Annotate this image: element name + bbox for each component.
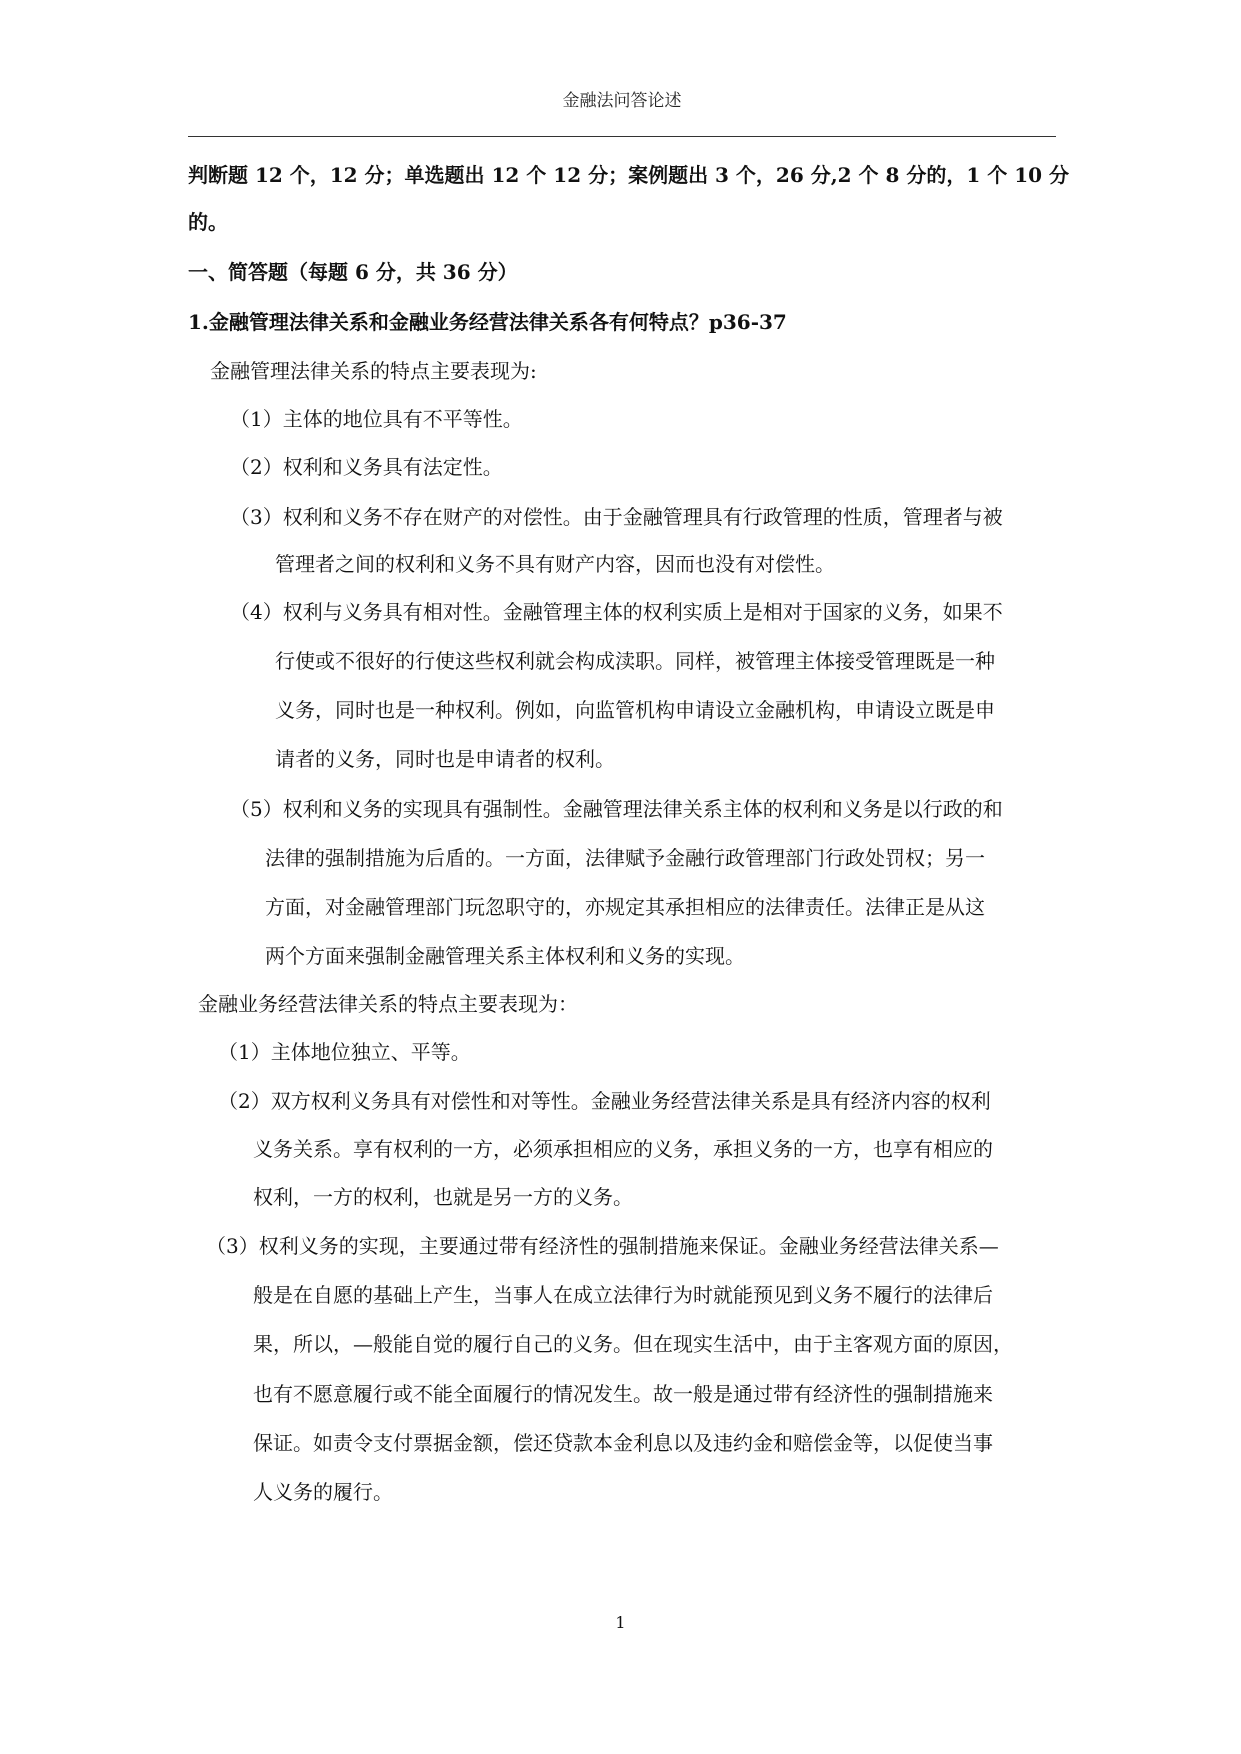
paragraph-line: （2）权利和义务具有法定性。 (230, 455, 503, 479)
paragraph-line: 义务，同时也是一种权利。例如，向监管机构申请设立金融机构，申请设立既是申 (275, 698, 995, 722)
paragraph-line: 金融业务经营法律关系的特点主要表现为： (198, 992, 578, 1016)
exam-format-line-2: 的。 (188, 210, 228, 234)
section-heading: 一、简答题（每题 6 分，共 36 分） (188, 260, 518, 284)
paragraph-line: 请者的义务，同时也是申请者的权利。 (275, 747, 615, 771)
paragraph-line: （1）主体的地位具有不平等性。 (230, 407, 523, 431)
header-divider (188, 136, 1056, 137)
paragraph-line: 义务关系。享有权利的一方，必须承担相应的义务，承担义务的一方，也享有相应的 (253, 1137, 993, 1161)
paragraph-line: 管理者之间的权利和义务不具有财产内容，因而也没有对偿性。 (275, 552, 835, 576)
paragraph-line: （4）权利与义务具有相对性。金融管理主体的权利实质上是相对于国家的义务，如果不 (230, 600, 1003, 624)
paragraph-line: （3）权利和义务不存在财产的对偿性。由于金融管理具有行政管理的性质，管理者与被 (230, 505, 1003, 529)
paragraph-line: 也有不愿意履行或不能全面履行的情况发生。故一般是通过带有经济性的强制措施来 (253, 1382, 993, 1406)
paragraph-line: 金融管理法律关系的特点主要表现为: (210, 359, 537, 383)
page-header-title: 金融法问答论述 (562, 91, 682, 111)
paragraph-line: （5）权利和义务的实现具有强制性。金融管理法律关系主体的权利和义务是以行政的和 (230, 797, 1003, 821)
paragraph-line: 人义务的履行。 (253, 1480, 393, 1504)
paragraph-line: （1）主体地位独立、平等。 (218, 1040, 471, 1064)
exam-format-line-1: 判断题 12 个，12 分；单选题出 12 个 12 分；案例题出 3 个，26 分,2 个 8 分的，1 个 10 分 (188, 163, 1070, 187)
paragraph-line: 方面，对金融管理部门玩忽职守的，亦规定其承担相应的法律责任。法律正是从这 (265, 895, 985, 919)
paragraph-line: 果，所以，—般能自觉的履行自己的义务。但在现实生活中，由于主客观方面的原因， (253, 1332, 1013, 1356)
paragraph-line: 保证。如责令支付票据金额，偿还贷款本金利息以及违约金和赔偿金等，以促使当事 (253, 1431, 993, 1455)
paragraph-line: 权利，一方的权利，也就是另一方的义务。 (253, 1185, 633, 1209)
paragraph-line: 两个方面来强制金融管理关系主体权利和义务的实现。 (265, 944, 745, 968)
paragraph-line: （2）双方权利义务具有对偿性和对等性。金融业务经营法律关系是具有经济内容的权利 (218, 1089, 991, 1113)
paragraph-line: 般是在自愿的基础上产生，当事人在成立法律行为时就能预见到义务不履行的法律后 (253, 1283, 993, 1307)
paragraph-line: 行使或不很好的行使这些权利就会构成渎职。同样，被管理主体接受管理既是一种 (275, 649, 995, 673)
paragraph-line: （3）权利义务的实现，主要通过带有经济性的强制措施来保证。金融业务经营法律关系— (206, 1234, 999, 1258)
question-heading: 1.金融管理法律关系和金融业务经营法律关系各有何特点？p36-37 (188, 310, 787, 334)
paragraph-line: 法律的强制措施为后盾的。一方面，法律赋予金融行政管理部门行政处罚权；另一 (265, 846, 985, 870)
page-number: 1 (615, 1613, 626, 1632)
